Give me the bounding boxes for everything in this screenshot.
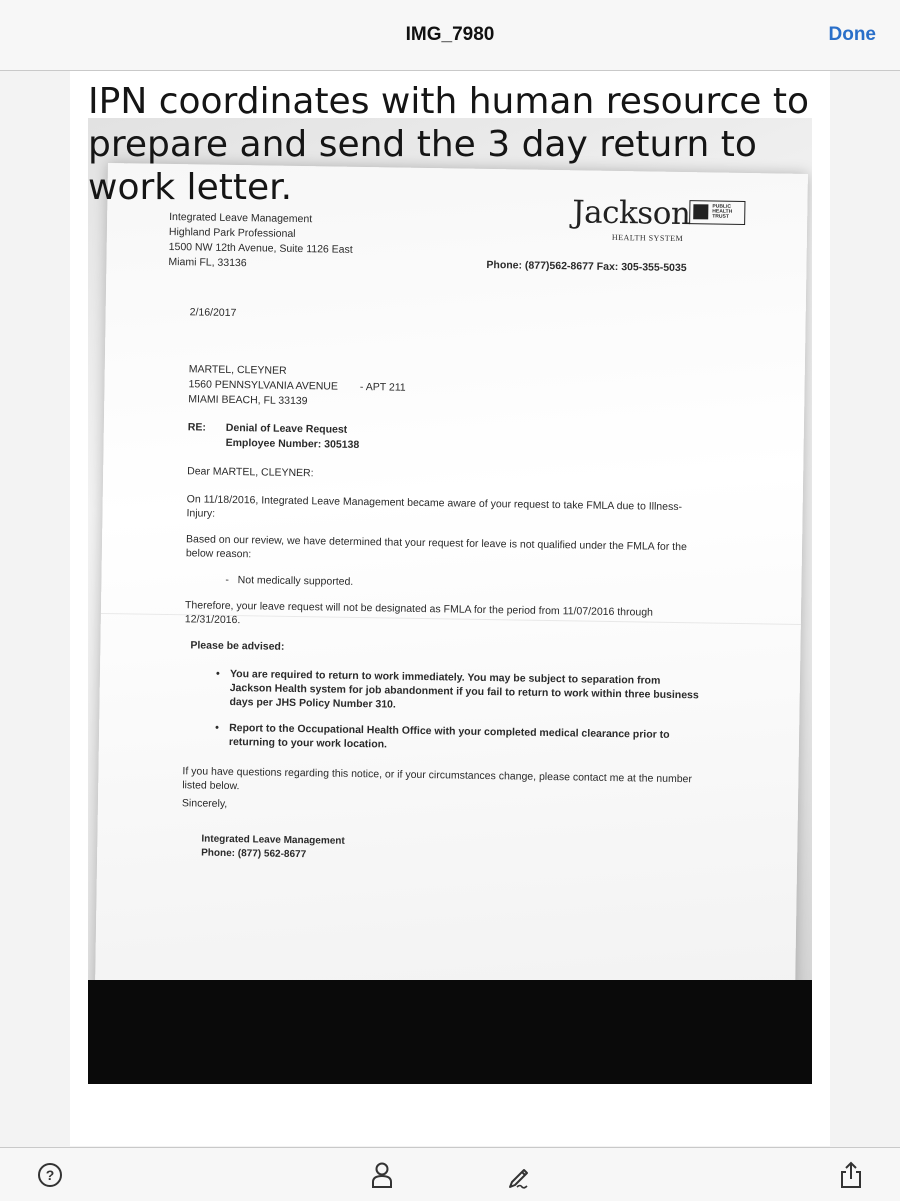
recipient-apt: - APT 211 (359, 380, 406, 394)
done-button[interactable]: Done (828, 24, 876, 45)
logo-wordmark: Jackson (572, 194, 691, 233)
badge-text: PUBLIC HEALTH TRUST (712, 203, 733, 220)
denial-reason-text: Not medically supported. (237, 574, 354, 588)
paragraph-review: Based on our review, we have determined that your request for leave is not qualified under the FMLA for the below reason: (185, 533, 687, 561)
re-label: RE: (187, 421, 207, 434)
recipient-address (188, 362, 406, 410)
advised-heading: Please be advised: (190, 639, 285, 653)
sender-line: Miami FL, 33136 (168, 255, 247, 270)
letter-paper (95, 163, 808, 980)
paragraph-questions: If you have questions regarding this notice, or if your circumstances change, please contact me at the number listed below. (182, 765, 693, 793)
help-icon (35, 1160, 65, 1190)
bullet-text: You are required to return to work immediately. You may be subject to separation from Jackson Health system for job abandonment if you fail to return to work within three business days per JHS Policy Number 310. (229, 667, 699, 711)
photo-black-area (88, 980, 812, 1084)
paragraph-period: Therefore, your leave request will not be designated as FMLA for the period from 11/07/2016 through 12/31/2016. (184, 599, 654, 627)
sender-line: Integrated Leave Management (169, 210, 313, 226)
bullet-dot-icon: • (215, 667, 220, 680)
share-button[interactable] (836, 1160, 866, 1190)
sender-address (168, 210, 353, 273)
recipient-street: 1560 PENNSYLVANIA AVENUE (188, 378, 339, 393)
help-button[interactable] (35, 1160, 65, 1190)
re-subject: Denial of Leave Request (225, 421, 348, 436)
markup-pen-icon (503, 1160, 533, 1190)
person-button[interactable] (367, 1160, 397, 1190)
signature-phone: Phone: (877) 562-8677 (201, 847, 307, 861)
bullet-return-to-work (215, 667, 700, 716)
top-navigation-bar (0, 0, 900, 71)
employee-number: Employee Number: 305138 (225, 436, 360, 451)
share-icon (836, 1160, 866, 1190)
recipient-name: MARTEL, CLEYNER (188, 363, 287, 377)
markup-button[interactable] (503, 1160, 533, 1190)
salutation: Dear MARTEL, CLEYNER: (187, 465, 314, 480)
denial-reason: - Not medically supported. (225, 573, 354, 588)
subject-block (187, 420, 359, 453)
paragraph-awareness: On 11/18/2016, Integrated Leave Management became aware of your request to take FMLA due to Illness-Injury: (186, 493, 683, 520)
svg-text:?: ? (45, 1167, 55, 1183)
sender-line: 1500 NW 12th Avenue, Suite 1126 East (168, 240, 353, 256)
recipient-city: MIAMI BEACH, FL 33139 (188, 393, 308, 408)
document-title: IMG_7980 (405, 24, 495, 45)
bullet-dot-icon: • (215, 721, 219, 734)
bottom-toolbar (0, 1147, 900, 1201)
letter-photo (88, 118, 812, 980)
signature-name: Integrated Leave Management (201, 833, 345, 847)
annotation-caption: IPN coordinates with human resource to prepare and send the 3 day return to work letter. (88, 81, 810, 208)
signature-block (201, 833, 345, 863)
logo-subtitle: HEALTH SYSTEM (611, 232, 684, 244)
bullet-occupational-health (215, 721, 699, 756)
bullet-text: Report to the Occupational Health Office with your completed medical clearance prior to returning to your work location. (228, 721, 670, 751)
letter-date: 2/16/2017 (189, 306, 237, 320)
sender-line: Highland Park Professional (168, 225, 296, 240)
closing: Sincerely, (181, 797, 228, 810)
contact-phone-fax: Phone: (877)562-8677 Fax: 305-355-5035 (486, 258, 687, 275)
person-icon (367, 1160, 397, 1190)
